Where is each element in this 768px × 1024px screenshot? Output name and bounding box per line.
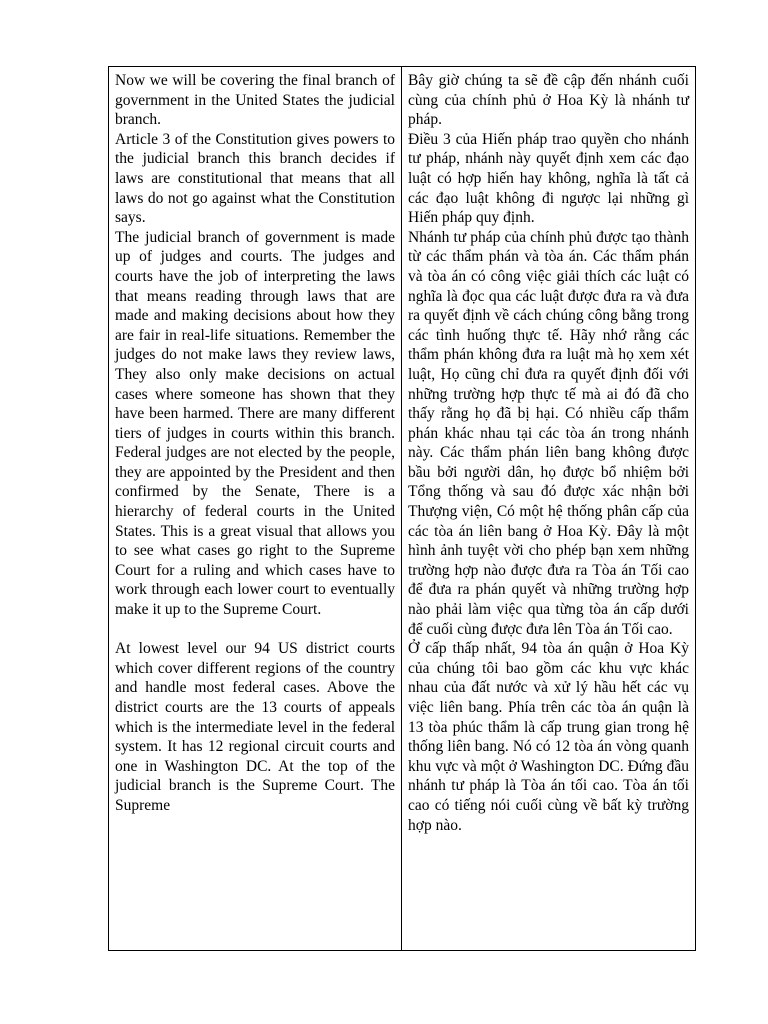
english-paragraph-3: The judicial branch of government is made up of judges and courts. The judges and courts have the job of interpreting the laws that means reading through laws that are made and making decisions about how they are fair in real-life situations. Remember the judges do not make laws they review laws, They also only make decisions on actual cases where someone has shown that they have been harmed. There are many different tiers of judges in courts within this branch. Federal judges are not elected by the people, they are appointed by the President and then confirmed by the Senate, There is a hierarchy of federal courts in the United States. This is a great visual that allows you to see what cases go right to the Supreme Court for a ruling and which cases have to work through each lower court to eventually make it up to the Supreme Court. — [115, 228, 395, 619]
english-column — [109, 67, 402, 950]
vietnamese-paragraph-3: Nhánh tư pháp của chính phủ được tạo thành từ các thẩm phán và tòa án. Các thẩm phán và tòa án có công việc giải thích các luật có nghĩa là đọc qua các luật được đưa ra và đưa ra quyết định về cách chúng công bằng trong các tình huống thực tế. Hãy nhớ rằng các thẩm phán không đưa ra luật mà họ xem xét luật, Họ cũng chỉ đưa ra quyết định đối với những trường hợp thực tế mà ai đó đã cho thấy rằng họ đã bị hại. Có nhiều cấp thẩm phán khác nhau tại các tòa án trong nhánh này. Các thẩm phán liên bang không được bầu bởi người dân, họ được bổ nhiệm bởi Tổng thống và sau đó được xác nhận bởi Thượng viện, Có một hệ thống phân cấp của các tòa án liên bang ở Hoa Kỳ. Đây là một hình ảnh tuyệt vời cho phép bạn xem những trường hợp nào được đưa ra Tòa án Tối cao để đưa ra phán quyết và những trường hợp nào phải làm việc qua từng tòa án cấp dưới để cuối cùng được đưa lên Tòa án Tối cao. — [408, 228, 689, 638]
vietnamese-paragraph-1: Bây giờ chúng ta sẽ đề cập đến nhánh cuối cùng của chính phủ ở Hoa Kỳ là nhánh tư pháp. — [408, 72, 689, 129]
english-paragraph-1: Now we will be covering the final branch of government in the United States the judicial branch. — [115, 72, 395, 129]
english-paragraph-2: Article 3 of the Constitution gives powers to the judicial branch this branch decides if laws are constitutional that means that all laws do not go against what the Constitution says. — [115, 130, 395, 227]
bilingual-table — [108, 66, 696, 951]
english-paragraph-4: At lowest level our 94 US district courts which cover different regions of the country and handle most federal cases. Above the district courts are the 13 courts of appeals which is the intermediate level in the federal system. It has 12 regional circuit courts and one in Washington DC. At the top of the judicial branch is the Supreme Court. The Supreme — [115, 640, 395, 814]
paragraph-gap — [115, 620, 395, 640]
vietnamese-column — [402, 67, 695, 950]
vietnamese-paragraph-2: Điều 3 của Hiến pháp trao quyền cho nhánh tư pháp, nhánh này quyết định xem các đạo luật có hợp hiến hay không, nghĩa là tất cả các đạo luật không đi ngược lại những gì Hiến pháp quy định. — [408, 130, 689, 227]
vietnamese-paragraph-4: Ở cấp thấp nhất, 94 tòa án quận ở Hoa Kỳ của chúng tôi bao gồm các khu vực khác nhau của đất nước và xử lý hầu hết các vụ việc liên bang. Phía trên các tòa án quận là 13 tòa phúc thẩm là cấp trung gian trong hệ thống liên bang. Nó có 12 tòa án vòng quanh khu vực và một ở Washington DC. Đứng đầu nhánh tư pháp là Tòa án tối cao. Tòa án tối cao có tiếng nói cuối cùng về bất kỳ trường hợp nào. — [408, 640, 689, 834]
